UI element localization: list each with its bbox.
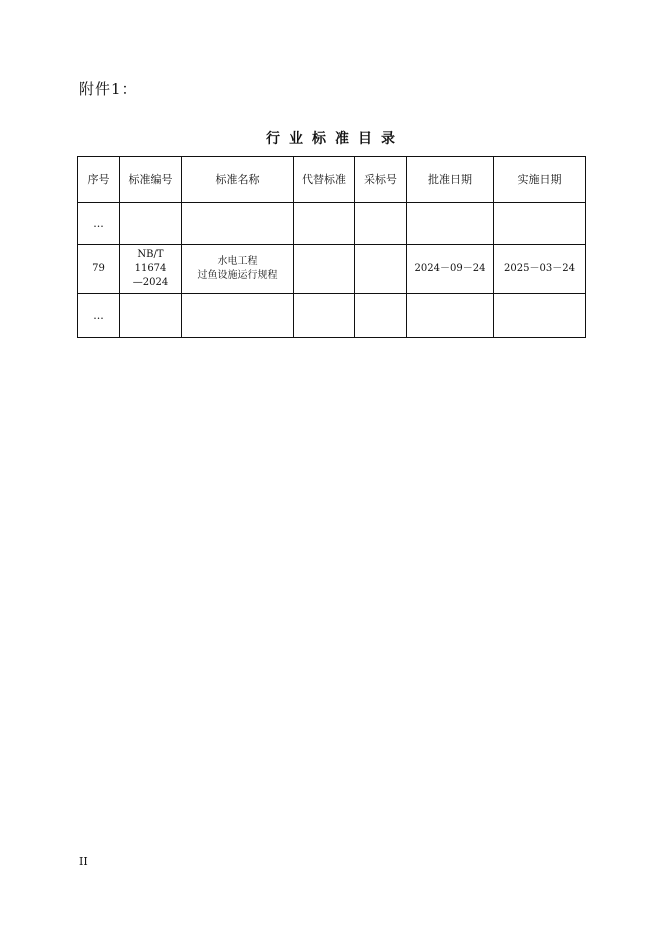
attachment-label: 附件1： xyxy=(79,80,138,98)
header-effective-date: 实施日期 xyxy=(494,157,586,203)
effective-date-cell: 2025－03－24 xyxy=(494,245,586,294)
seq-cell: 79 xyxy=(78,245,120,294)
ellipsis-cell: ... xyxy=(78,294,120,338)
empty-cell xyxy=(355,203,407,245)
standard-name-line-2: 过鱼设施运行规程 xyxy=(197,270,278,281)
header-replaces: 代替标准 xyxy=(294,157,355,203)
header-approval-date: 批准日期 xyxy=(407,157,494,203)
header-seq: 序号 xyxy=(78,157,120,203)
page-number: II xyxy=(79,855,88,868)
empty-cell xyxy=(355,294,407,338)
empty-cell xyxy=(407,203,494,245)
empty-cell xyxy=(407,294,494,338)
empty-cell xyxy=(182,203,294,245)
header-standard-name: 标准名称 xyxy=(182,157,294,203)
standards-table xyxy=(77,156,586,338)
empty-cell xyxy=(294,203,355,245)
header-adopted-no: 采标号 xyxy=(355,157,407,203)
table-row xyxy=(78,245,586,294)
adopted-no-cell xyxy=(355,245,407,294)
standard-name-line-1: 水电工程 xyxy=(217,256,258,267)
header-standard-code: 标准编号 xyxy=(120,157,182,203)
empty-cell xyxy=(294,294,355,338)
standard-code-cell xyxy=(120,245,182,294)
table-row xyxy=(78,203,586,245)
standard-name-cell xyxy=(182,245,294,294)
standard-code-line-2: —2024 xyxy=(132,277,169,288)
empty-cell xyxy=(182,294,294,338)
table-row xyxy=(78,294,586,338)
empty-cell xyxy=(120,203,182,245)
standard-code-line-1: NB/T 11674 xyxy=(134,249,167,274)
empty-cell xyxy=(494,203,586,245)
document-title: 行业标准目录 xyxy=(266,131,404,147)
approval-date-cell: 2024－09－24 xyxy=(407,245,494,294)
empty-cell xyxy=(120,294,182,338)
table-header-row xyxy=(78,157,586,203)
empty-cell xyxy=(494,294,586,338)
ellipsis-cell: ... xyxy=(78,203,120,245)
replaces-cell xyxy=(294,245,355,294)
